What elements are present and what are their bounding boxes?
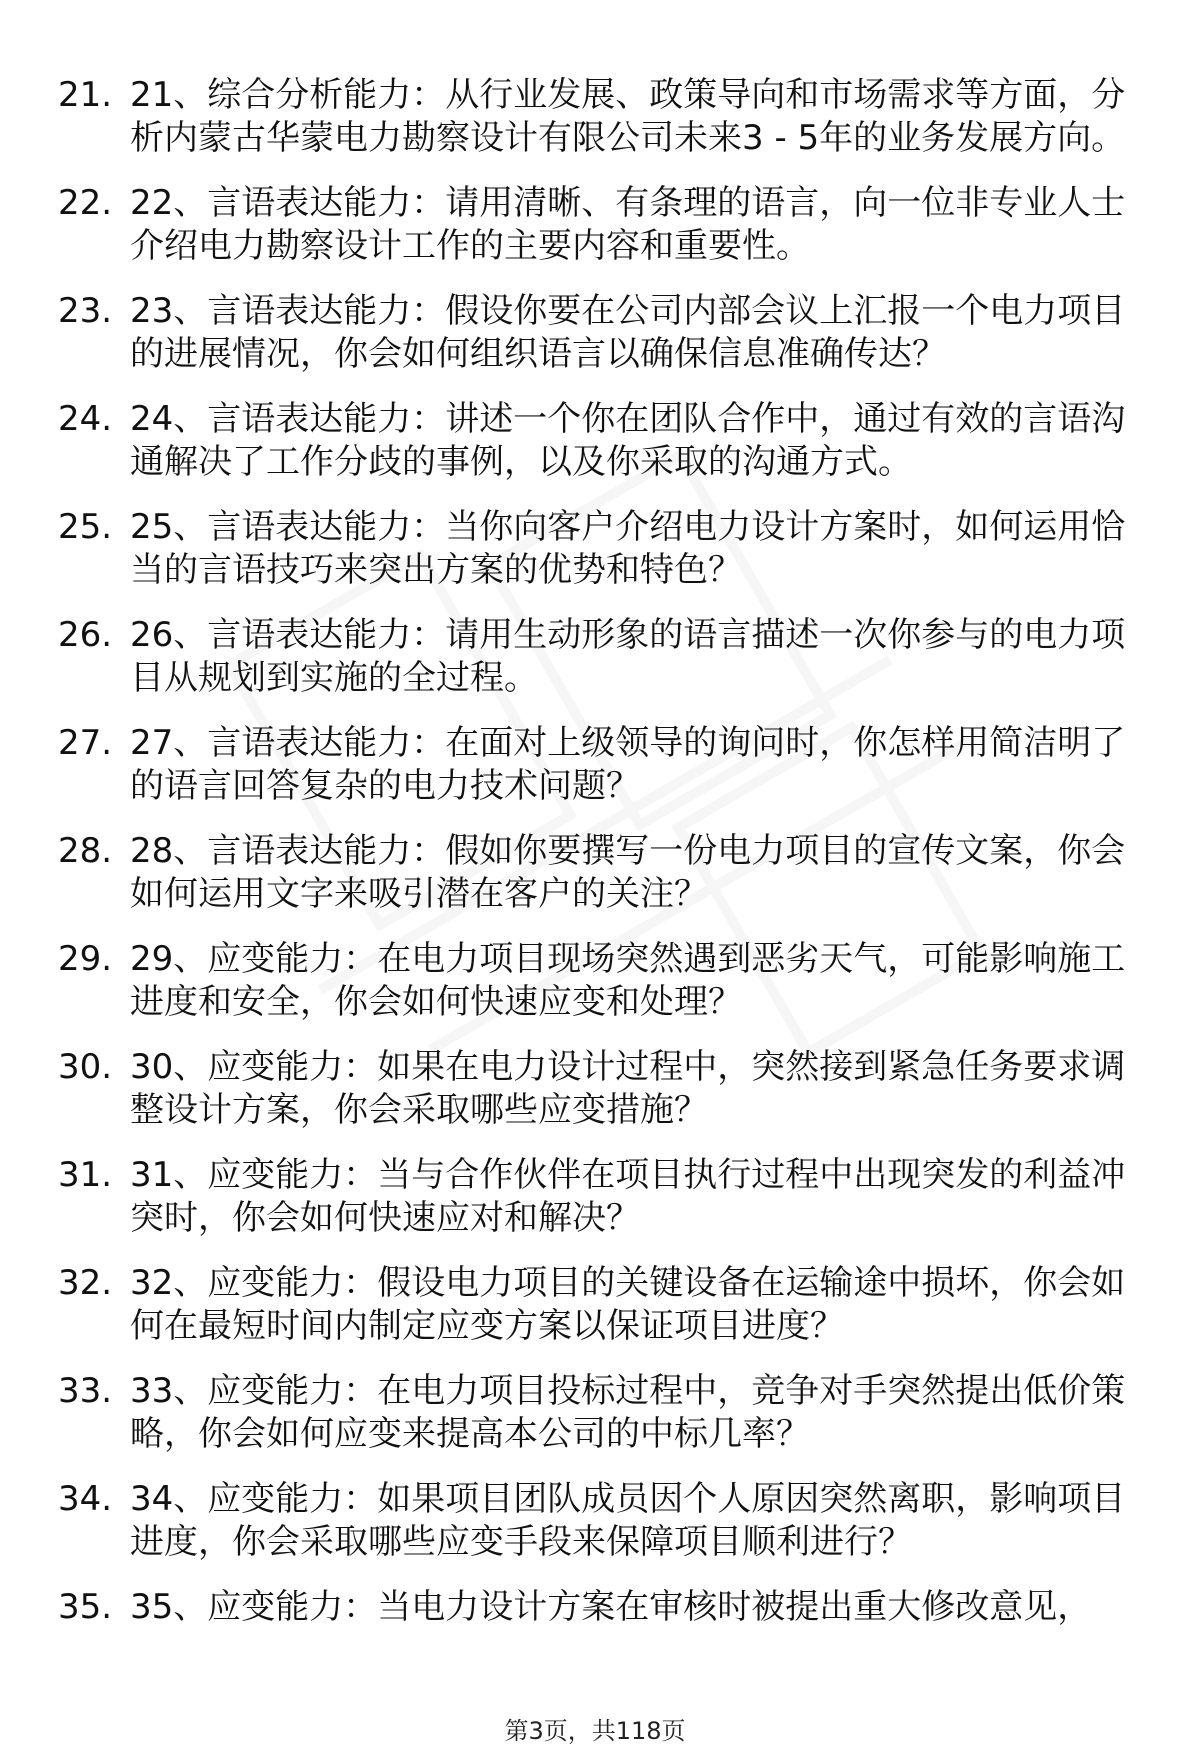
question-text: 33、应变能力：在电力项目投标过程中，竞争对手突然提出低价策略，你会如何应变来提高本公司的中标几率？ — [130, 1371, 1126, 1454]
question-text: 27、言语表达能力：在面对上级领导的询问时，你怎样用简洁明了的语言回答复杂的电力技术问题？ — [130, 723, 1126, 806]
question-text: 22、言语表达能力：请用清晰、有条理的语言，向一位非专业人士介绍电力勘察设计工作的主要内容和重要性。 — [130, 183, 1126, 266]
question-number: 25. — [58, 507, 113, 547]
question-number: 21. — [58, 75, 113, 115]
question-number: 26. — [58, 615, 113, 655]
question-item — [58, 722, 1158, 808]
question-item — [58, 398, 1158, 484]
page-footer: 第3页，共118页 — [504, 1717, 686, 1745]
question-number: 33. — [58, 1371, 113, 1411]
question-item — [58, 74, 1158, 160]
question-number: 32. — [58, 1263, 113, 1303]
question-text: 30、应变能力：如果在电力设计过程中，突然接到紧急任务要求调整设计方案，你会采取哪些应变措施？ — [130, 1047, 1126, 1130]
question-number: 27. — [58, 723, 113, 763]
question-number: 29. — [58, 939, 113, 979]
question-item — [58, 1370, 1158, 1456]
question-number: 31. — [58, 1155, 113, 1195]
question-text: 35、应变能力：当电力设计方案在审核时被提出重大修改意见， — [130, 1587, 1092, 1627]
question-item — [58, 1262, 1158, 1348]
question-item — [58, 1154, 1158, 1240]
question-text: 28、言语表达能力：假如你要撰写一份电力项目的宣传文案，你会如何运用文字来吸引潜在客户的关注？ — [130, 831, 1126, 914]
question-text: 29、应变能力：在电力项目现场突然遇到恶劣天气，可能影响施工进度和安全，你会如何快速应变和处理？ — [130, 939, 1126, 1022]
question-item — [58, 830, 1158, 916]
question-number: 24. — [58, 399, 113, 439]
question-text: 32、应变能力：假设电力项目的关键设备在运输途中损坏，你会如何在最短时间内制定应变方案以保证项目进度？ — [130, 1263, 1126, 1346]
question-number: 34. — [58, 1479, 113, 1519]
question-item — [58, 290, 1158, 376]
question-item — [58, 506, 1158, 592]
question-text: 24、言语表达能力：讲述一个你在团队合作中，通过有效的言语沟通解决了工作分歧的事例，以及你采取的沟通方式。 — [130, 399, 1126, 482]
question-number: 28. — [58, 831, 113, 871]
question-text: 25、言语表达能力：当你向客户介绍电力设计方案时，如何运用恰当的言语技巧来突出方案的优势和特色？ — [130, 507, 1126, 590]
question-item — [58, 1586, 1158, 1629]
question-number: 30. — [58, 1047, 113, 1087]
question-text: 31、应变能力：当与合作伙伴在项目执行过程中出现突发的利益冲突时，你会如何快速应对和解决？ — [130, 1155, 1126, 1238]
question-text: 23、言语表达能力：假设你要在公司内部会议上汇报一个电力项目的进展情况，你会如何组织语言以确保信息准确传达？ — [130, 291, 1126, 374]
question-item — [58, 1046, 1158, 1132]
question-number: 22. — [58, 183, 113, 223]
question-text: 26、言语表达能力：请用生动形象的语言描述一次你参与的电力项目从规划到实施的全过程。 — [130, 615, 1126, 698]
question-text: 21、综合分析能力：从行业发展、政策导向和市场需求等方面，分析内蒙古华蒙电力勘察设计有限公司未来3 - 5年的业务发展方向。 — [130, 75, 1126, 158]
question-item — [58, 614, 1158, 700]
question-item — [58, 938, 1158, 1024]
question-text: 34、应变能力：如果项目团队成员因个人原因突然离职，影响项目进度，你会采取哪些应变手段来保障项目顺利进行？ — [130, 1479, 1126, 1562]
question-item — [58, 182, 1158, 268]
question-number: 35. — [58, 1587, 113, 1627]
question-list — [58, 74, 1158, 1651]
question-number: 23. — [58, 291, 113, 331]
question-item — [58, 1478, 1158, 1564]
